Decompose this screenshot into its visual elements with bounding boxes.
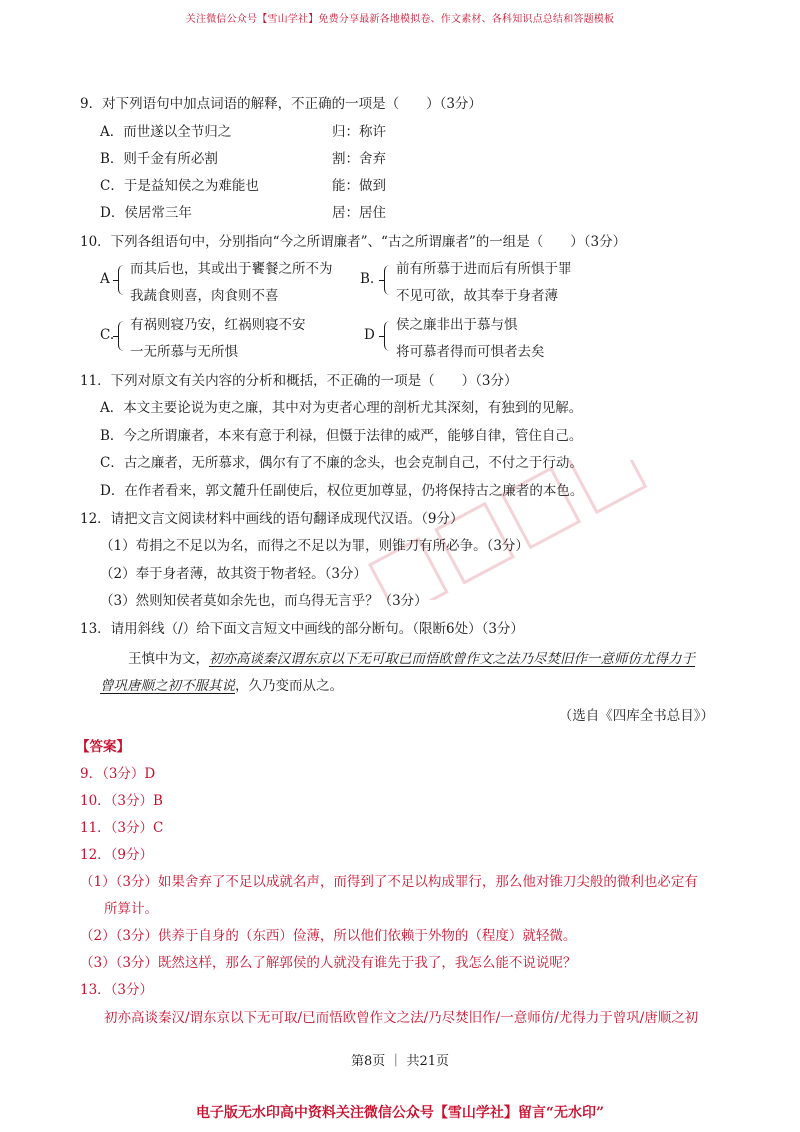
q10-key-c: C.	[100, 327, 115, 343]
q9-option-d: D．侯居常三年	[100, 205, 192, 221]
q13-underlined-1: 初亦高谈秦汉谓东京以下无可取已而悟欧曾作文之法乃尽焚旧作一意师仿尤得力于	[209, 651, 695, 667]
q10-key-a: A	[100, 271, 110, 287]
answer-12-1: （1）（3分）如果舍弃了不足以成就名声，而得到了不足以构成罪行，那么他对锥刀尖般的微利也必定有	[80, 874, 698, 890]
q10-a-line2: 我蔬食则喜，肉食则不喜	[130, 288, 279, 304]
q13-passage-line2	[100, 676, 343, 696]
answer-13: 13．（3分）	[80, 982, 154, 998]
q11-option-a: A．本文主要论说为吏之廉，其中对为吏者心理的剖析尤其深刻，有独到的见解。	[100, 400, 583, 416]
q10-b-line2: 不见可欲，故其奉于身者薄	[396, 288, 558, 304]
answer-13-text: 初亦高谈秦汉/谓东京以下无可取/已而悟欧曾作文之法/乃尽焚旧作/一意师仿/尤得力于曾巩/唐顺之初	[104, 1010, 699, 1026]
q10-c-line1: 有祸则寝乃安，红祸则寝不安	[130, 317, 306, 333]
q11-option-c: C．古之廉者，无所慕求，偶尔有了不廉的念头，也会克制自己，不付之于行动。	[100, 455, 583, 471]
q13-tail: ，久乃变而从之。	[235, 678, 343, 694]
q13-underlined-2: 曾巩唐顺之初不服其说	[100, 678, 235, 694]
q9-option-a: A．而世遂以全节归之	[100, 124, 232, 140]
answer-12-2: （2）（3分）供养于自身的（东西）俭薄，所以他们依赖于外物的（程度）就轻微。	[80, 928, 577, 944]
q10-a-line1: 而其后也，其或出于饔餐之所不为	[130, 261, 333, 277]
answer-12: 12．（9分）	[80, 847, 154, 863]
footer-note: 电子版无水印高中资料关注微信公众号【雪山学社】留言“无水印”	[195, 1105, 605, 1121]
q12-stem: 12．请把文言文阅读材料中画线的语句翻译成现代汉语。（9分）	[80, 511, 464, 527]
answer-9: 9．（3分）D	[80, 766, 156, 782]
q9-gloss-b: 割：舍弃	[332, 151, 386, 167]
q10-c-line2: 一无所慕与无所惧	[130, 344, 238, 360]
answer-10: 10．（3分）B	[80, 793, 163, 809]
q10-d-line2: 将可慕者得而可惧者去矣	[396, 344, 545, 360]
q10-b-line1: 前有所慕于进而后有所惧于罪	[396, 261, 572, 277]
q10-key-b: B.	[360, 271, 375, 287]
q13-passage-line1	[128, 649, 695, 669]
q9-gloss-c: 能：做到	[332, 178, 386, 194]
q11-stem: 11．下列对原文有关内容的分析和概括，不正确的一项是（ ）（3分）	[80, 373, 518, 389]
top-banner: 关注微信公众号【雪山学社】免费分享最新各地模拟卷、作文素材、各科知识点总结和答题模板	[185, 14, 615, 25]
answer-12-1-cont: 所算计。	[104, 901, 158, 917]
q10-key-d: D	[364, 327, 375, 343]
q9-gloss-a: 归：称许	[332, 124, 386, 140]
page-number: 第8页 ｜ 共21页	[350, 1054, 450, 1069]
q12-item-3: （3）然则知侯者莫如余先也，而乌得无言乎？（3分）	[100, 593, 428, 609]
q12-item-1: （1）苟捐之不足以为名，而得之不足以为罪，则锥刀有所必争。（3分）	[100, 538, 529, 554]
answer-11: 11．（3分）C	[80, 820, 164, 836]
q11-option-d: D．在作者看来，郭文麓升任副使后，权位更加尊显，仍将保持古之廉者的本色。	[100, 483, 584, 499]
q10-brace-a	[118, 265, 127, 295]
q13-source: （选自《四库全书总目》）	[558, 708, 714, 724]
q10-brace-b	[384, 265, 393, 295]
q10-stem: 10．下列各组语句中，分别指向“今之所谓廉者”、“古之所谓廉者”的一组是（ ）（3分）	[80, 234, 627, 250]
answer-12-3: （3）（3分）既然这样，那么了解郭侯的人就没有谁先于我了，我怎么能不说说呢？	[80, 955, 577, 971]
q10-d-line1: 侯之廉非出于慕与惧	[396, 317, 518, 333]
answers-heading: 【答案】	[76, 739, 130, 755]
q9-option-c: C．于是益知侯之为难能也	[100, 178, 259, 194]
q10-brace-d	[384, 321, 393, 351]
q9-stem: 9．对下列语句中加点词语的解释，不正确的一项是（ ）（3分）	[80, 96, 482, 112]
q13-stem: 13．请用斜线（/）给下面文言短文中画线的部分断句。（限断6处）（3分）	[80, 621, 524, 637]
q10-brace-c	[118, 321, 127, 351]
q13-lead: 王慎中为文，	[128, 651, 209, 667]
q9-option-b: B．则千金有所必割	[100, 151, 218, 167]
q11-option-b: B．今之所谓廉者，本来有意于利禄，但慑于法律的威严，能够自律，管住自己。	[100, 428, 583, 444]
q12-item-2: （2）奉于身者薄，故其资于物者轻。（3分）	[100, 566, 367, 582]
q9-gloss-d: 居：居住	[332, 205, 386, 221]
